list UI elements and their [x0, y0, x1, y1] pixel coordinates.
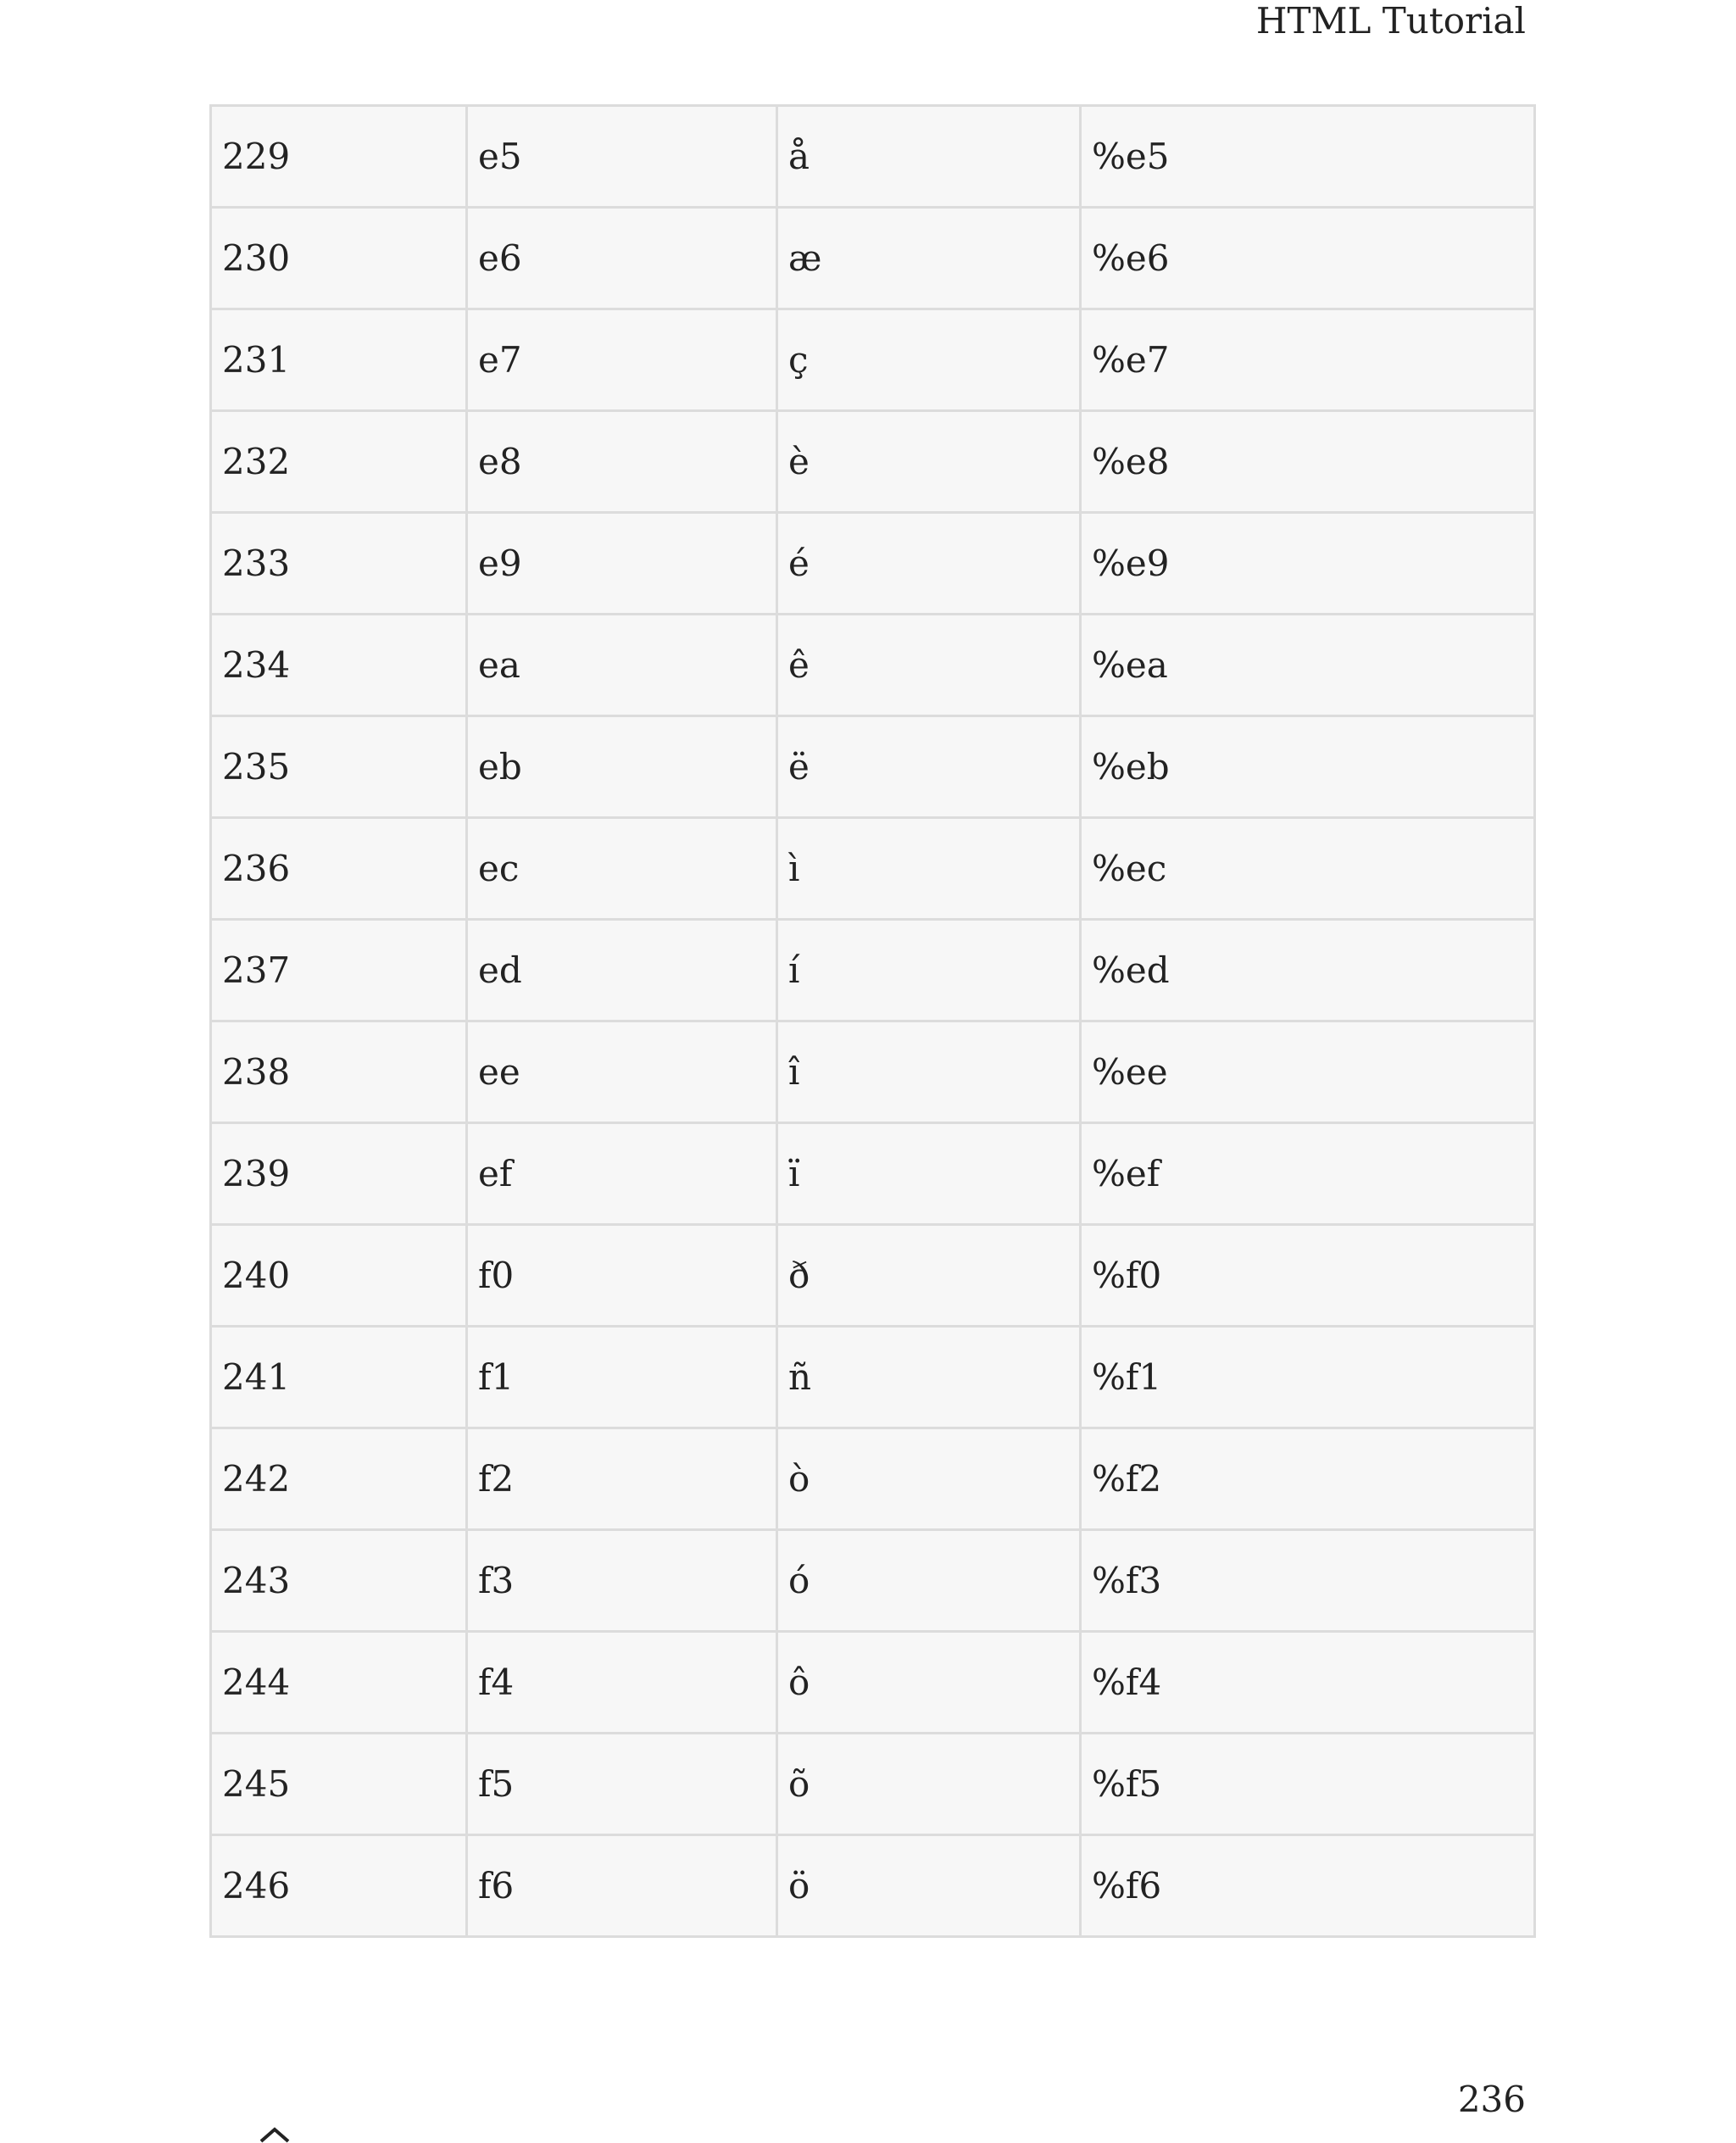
character-cell: í	[777, 920, 1081, 1021]
decimal-cell: 243	[211, 1530, 467, 1632]
hex-cell: ed	[467, 920, 777, 1021]
character-cell: ö	[777, 1835, 1081, 1937]
table-row	[211, 208, 1535, 309]
url-encoding-cell: %ef	[1081, 1123, 1535, 1225]
url-encoding-cell: %f4	[1081, 1632, 1535, 1734]
table-row	[211, 1734, 1535, 1835]
hex-cell: f1	[467, 1327, 777, 1428]
url-encoding-cell: %ed	[1081, 920, 1535, 1021]
table-row	[211, 818, 1535, 920]
table-row	[211, 513, 1535, 615]
character-cell: õ	[777, 1734, 1081, 1835]
url-encoding-cell: %f0	[1081, 1225, 1535, 1327]
decimal-cell: 245	[211, 1734, 467, 1835]
decimal-cell: 232	[211, 411, 467, 513]
character-cell: ë	[777, 716, 1081, 818]
hex-cell: ec	[467, 818, 777, 920]
character-cell: î	[777, 1021, 1081, 1123]
decimal-cell: 238	[211, 1021, 467, 1123]
decimal-cell: 246	[211, 1835, 467, 1937]
hex-cell: f6	[467, 1835, 777, 1937]
decimal-cell: 240	[211, 1225, 467, 1327]
hex-cell: f5	[467, 1734, 777, 1835]
character-cell: è	[777, 411, 1081, 513]
hex-cell: e8	[467, 411, 777, 513]
decimal-cell: 239	[211, 1123, 467, 1225]
hex-cell: e5	[467, 106, 777, 208]
hex-cell: ee	[467, 1021, 777, 1123]
hex-cell: ef	[467, 1123, 777, 1225]
hex-cell: f4	[467, 1632, 777, 1734]
url-encoding-cell: %e9	[1081, 513, 1535, 615]
encoding-table	[209, 104, 1536, 1938]
hex-cell: f3	[467, 1530, 777, 1632]
character-cell: ç	[777, 309, 1081, 411]
url-encoding-cell: %e7	[1081, 309, 1535, 411]
table-row	[211, 309, 1535, 411]
table-row	[211, 1021, 1535, 1123]
hex-cell: e6	[467, 208, 777, 309]
url-encoding-cell: %f5	[1081, 1734, 1535, 1835]
decimal-cell: 236	[211, 818, 467, 920]
url-encoding-cell: %ea	[1081, 615, 1535, 716]
table-row	[211, 920, 1535, 1021]
url-encoding-cell: %e6	[1081, 208, 1535, 309]
character-cell: é	[777, 513, 1081, 615]
url-encoding-cell: %f1	[1081, 1327, 1535, 1428]
chevron-up-icon[interactable]	[258, 2126, 292, 2143]
character-cell: ñ	[777, 1327, 1081, 1428]
decimal-cell: 229	[211, 106, 467, 208]
url-encoding-cell: %ee	[1081, 1021, 1535, 1123]
character-cell: ï	[777, 1123, 1081, 1225]
url-encoding-cell: %ec	[1081, 818, 1535, 920]
page-number: 236	[1457, 2079, 1526, 2120]
table-row	[211, 1530, 1535, 1632]
decimal-cell: 231	[211, 309, 467, 411]
character-cell: ô	[777, 1632, 1081, 1734]
hex-cell: e9	[467, 513, 777, 615]
hex-cell: f2	[467, 1428, 777, 1530]
url-encoding-cell: %e8	[1081, 411, 1535, 513]
table-row	[211, 106, 1535, 208]
decimal-cell: 244	[211, 1632, 467, 1734]
character-cell: ê	[777, 615, 1081, 716]
url-encoding-cell: %f2	[1081, 1428, 1535, 1530]
hex-cell: eb	[467, 716, 777, 818]
url-encoding-cell: %e5	[1081, 106, 1535, 208]
character-cell: ó	[777, 1530, 1081, 1632]
hex-cell: f0	[467, 1225, 777, 1327]
decimal-cell: 230	[211, 208, 467, 309]
character-cell: ò	[777, 1428, 1081, 1530]
url-encoding-cell: %f3	[1081, 1530, 1535, 1632]
url-encoding-cell: %eb	[1081, 716, 1535, 818]
hex-cell: e7	[467, 309, 777, 411]
decimal-cell: 235	[211, 716, 467, 818]
decimal-cell: 234	[211, 615, 467, 716]
table-row	[211, 1632, 1535, 1734]
table-body	[211, 106, 1535, 1937]
table-row	[211, 1835, 1535, 1937]
decimal-cell: 241	[211, 1327, 467, 1428]
character-cell: å	[777, 106, 1081, 208]
decimal-cell: 242	[211, 1428, 467, 1530]
table-row	[211, 1225, 1535, 1327]
table-row	[211, 716, 1535, 818]
table-row	[211, 1123, 1535, 1225]
character-cell: ì	[777, 818, 1081, 920]
page-header-title: HTML Tutorial	[1255, 0, 1526, 42]
hex-cell: ea	[467, 615, 777, 716]
character-cell: æ	[777, 208, 1081, 309]
table-row	[211, 615, 1535, 716]
decimal-cell: 233	[211, 513, 467, 615]
table-row	[211, 1327, 1535, 1428]
decimal-cell: 237	[211, 920, 467, 1021]
encoding-table-container	[209, 104, 1533, 1938]
table-row	[211, 1428, 1535, 1530]
character-cell: ð	[777, 1225, 1081, 1327]
table-row	[211, 411, 1535, 513]
url-encoding-cell: %f6	[1081, 1835, 1535, 1937]
